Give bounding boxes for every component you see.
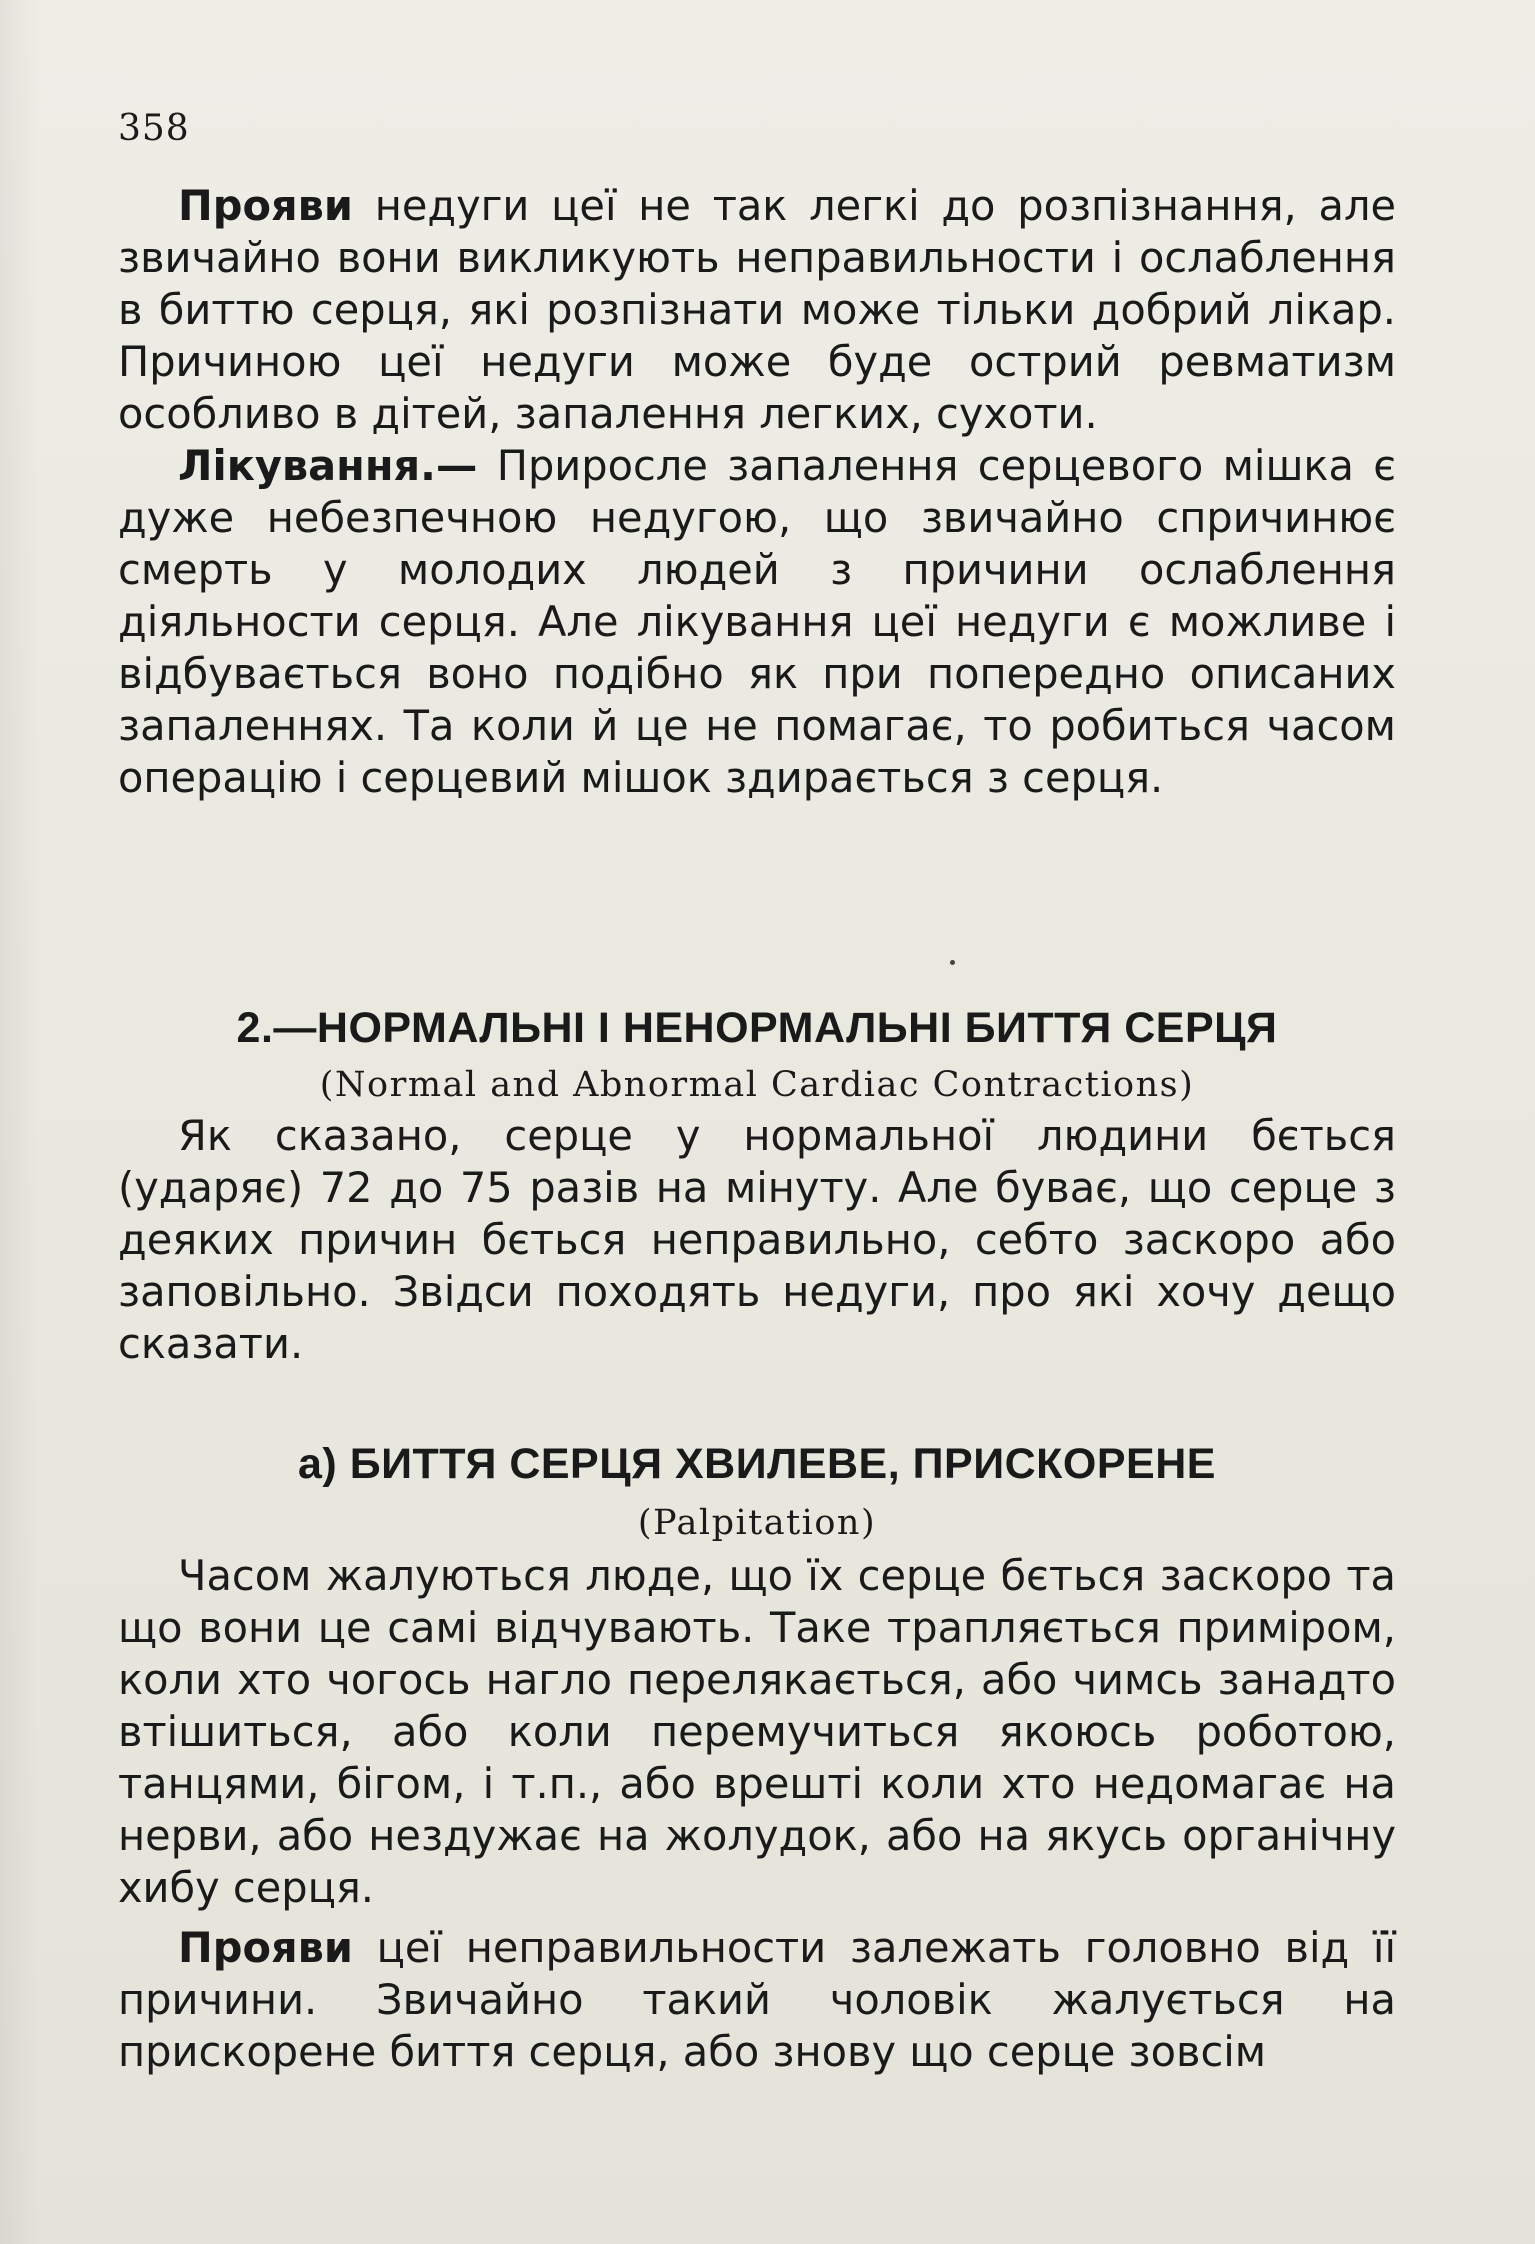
section-palpitation-text — [118, 1550, 1396, 2078]
paragraph-body: цеї неправильности залежать головно від її причини. Звичайно такий чоловік жалується на прискорене биття серця, або знову що серце зовсім — [118, 1923, 1396, 2076]
paragraph-symptoms-palpitation — [118, 1922, 1396, 2078]
paragraph-lead-treatment: Лікування.— — [178, 441, 478, 490]
paragraph-symptoms — [118, 180, 1396, 440]
paragraph-causes: Часом жалуються люде, що їх серце бється заскоро та що вони це самі відчувають. Таке трапляється приміром, коли хто чогось нагло перелякається, або чимсь занадто втішиться, або коли перемучиться якоюсь роботою, танцями, бігом, і т.п., або врешті коли хто недомагає на нерви, або нездужає на жолудок, або на якусь органічну хибу серця. — [118, 1551, 1396, 1912]
paragraph-lead-symptoms: Прояви — [178, 1923, 353, 1972]
paragraph-body: Приросле запалення серцевого мішка є дуже небезпечною недугою, що звичайно спричинює смерть у молодих людей з причини ослаблення діяльности серця. Але лікування цеї недуги є можливе і відбувається воно подібно як при попередно описаних запаленнях. Та коли й це не помагає, то робиться часом операцію і серцевий мішок здирається з серця. — [118, 441, 1396, 802]
paragraph-intro: Як сказано, серце у нормальної людини бється (ударяє) 72 до 75 разів на мінуту. Але буває, що серце з деяких причин бється неправильно, себто заскоро або заповільно. Звідси походять недуги, про які хочу дещо сказати. — [118, 1111, 1396, 1368]
print-speck — [950, 960, 955, 965]
paragraph-treatment — [118, 440, 1396, 804]
page-number: 358 — [118, 108, 190, 149]
paragraph-body: недуги цеї не так легкі до розпізнання, але звичайно вони викликують неправильности і ослаблення в биттю серця, які розпізнати може тільки добрий лікар. Причиною цеї недуги може буде острий ревматизм особливо в дітей, запалення легких, сухоти. — [118, 181, 1396, 438]
paragraph-lead-symptoms: Прояви — [178, 181, 353, 230]
section-heartbeat-text — [118, 1110, 1396, 1370]
section-subtitle: (Normal and Abnormal Cardiac Contractions) — [319, 1065, 1195, 1105]
subsection-heading: а) БИТТЯ СЕРЦЯ ХВИЛЕВЕ, ПРИСКОРЕНЕ — [298, 1440, 1216, 1488]
section-pericarditis-text — [118, 180, 1396, 804]
subsection-subtitle: (Palpitation) — [637, 1503, 877, 1543]
section-heading: 2.—НОРМАЛЬНІ І НЕНОРМАЛЬНІ БИТТЯ СЕРЦЯ — [236, 1004, 1278, 1052]
